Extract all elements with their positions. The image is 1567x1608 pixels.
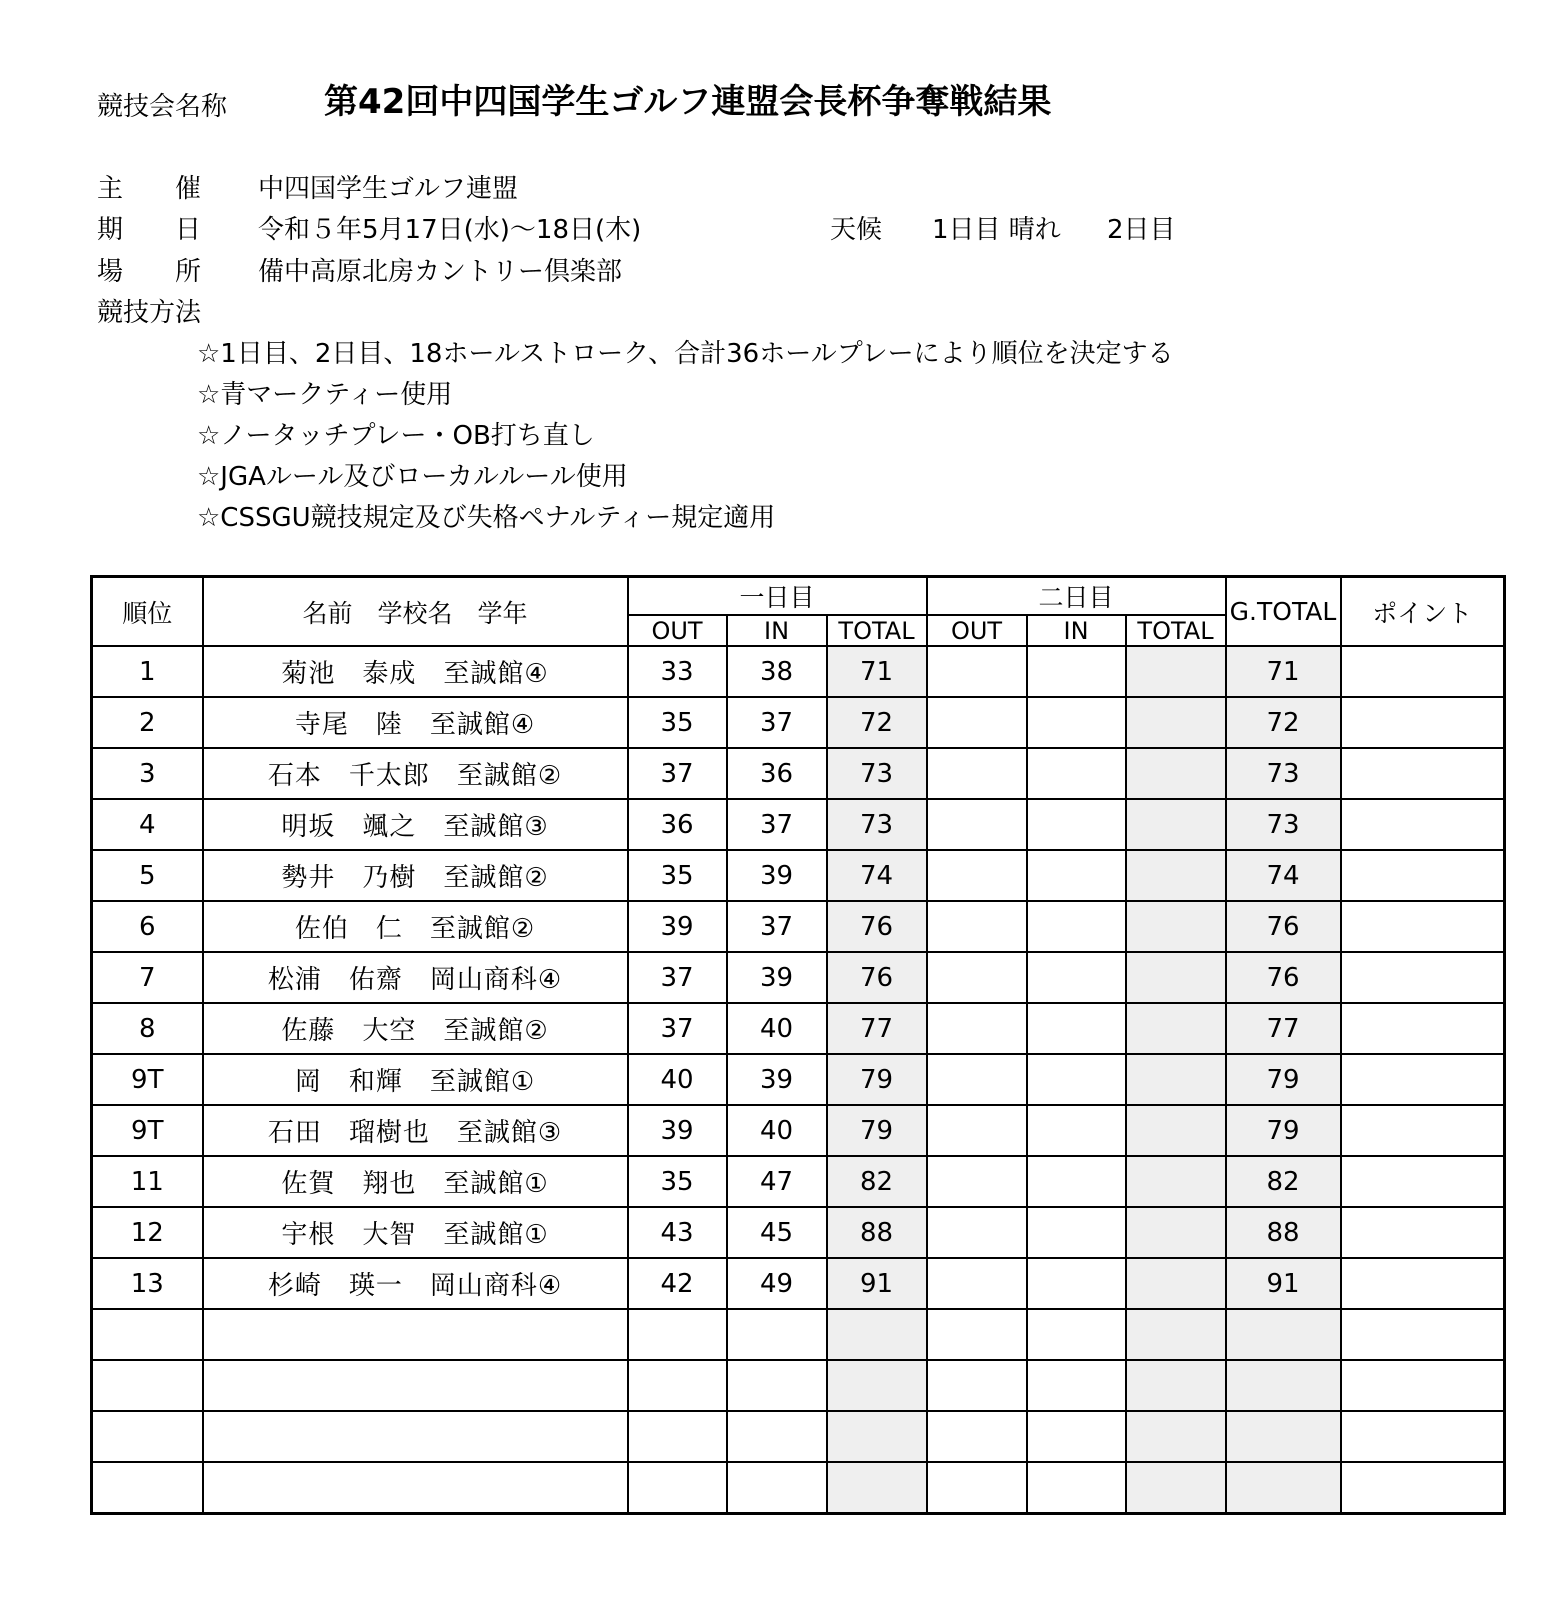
points-cell [1341,1054,1505,1105]
rank-header: 順位 [92,577,203,647]
day2-in-cell [1027,952,1126,1003]
day1-out-cell: 39 [628,1105,727,1156]
date-label: 期 日 [97,215,202,245]
day1-total-cell: 71 [827,646,927,697]
day2-out-cell [927,1411,1027,1462]
day2-total-cell [1126,646,1226,697]
day2-in-cell [1027,1258,1126,1309]
day2-out-cell [927,850,1027,901]
day1-out-cell: 36 [628,799,727,850]
day2-total-cell [1126,799,1226,850]
gtotal-header: G.TOTAL [1226,577,1341,647]
rank-cell: 8 [92,1003,203,1054]
points-cell [1341,748,1505,799]
weather-label: 天候 [830,215,883,245]
gtotal-cell: 76 [1226,901,1341,952]
day1-in-cell: 39 [727,850,827,901]
rank-cell: 6 [92,901,203,952]
gtotal-cell: 72 [1226,697,1341,748]
day2-total-cell [1126,1207,1226,1258]
day1-out-cell: 37 [628,1003,727,1054]
day1-in-cell: 36 [727,748,827,799]
table-row [92,1360,1505,1411]
points-cell [1341,1156,1505,1207]
day2-out-cell [927,1258,1027,1309]
day2-total-cell [1126,1258,1226,1309]
gtotal-cell: 79 [1226,1054,1341,1105]
weather-day2: 2日目 [1107,215,1176,245]
day2-total-cell [1126,697,1226,748]
weather-day1: 1日目 晴れ [932,215,1061,245]
day2-in-cell [1027,1360,1126,1411]
player-name-cell [203,1462,628,1514]
day1-in-cell: 38 [727,646,827,697]
method-item: ☆CSSGU競技規定及び失格ペナルティー規定適用 [197,503,776,533]
rank-cell: 9T [92,1105,203,1156]
day2-total-cell [1126,1054,1226,1105]
day1-out-cell [628,1411,727,1462]
day2-total-cell [1126,1156,1226,1207]
table-row [92,646,1505,697]
day1-in-cell [727,1309,827,1360]
day1-total-cell: 82 [827,1156,927,1207]
rank-cell: 7 [92,952,203,1003]
day1-out-cell: 35 [628,1156,727,1207]
method-item: ☆青マークティー使用 [197,380,453,410]
gtotal-cell: 73 [1226,748,1341,799]
player-name-cell: 菊池 泰成 至誠館④ [203,646,628,697]
day2-out-cell [927,799,1027,850]
day1-in-cell: 39 [727,1054,827,1105]
gtotal-cell: 73 [1226,799,1341,850]
day2-in-cell [1027,1411,1126,1462]
day1-total-cell [827,1411,927,1462]
table-row [92,1258,1505,1309]
points-cell [1341,1258,1505,1309]
day2-out-header: OUT [927,615,1027,646]
day1-total-cell: 72 [827,697,927,748]
table-row [92,1054,1505,1105]
day1-in-cell: 39 [727,952,827,1003]
method-item: ☆JGAルール及びローカルルール使用 [197,462,628,492]
table-row [92,850,1505,901]
points-cell [1341,697,1505,748]
day2-header: 二日目 [927,577,1226,616]
day1-in-cell: 45 [727,1207,827,1258]
day2-in-cell [1027,1054,1126,1105]
points-cell [1341,1360,1505,1411]
results-table [90,575,1506,1515]
day1-total-cell [827,1360,927,1411]
day2-out-cell [927,1003,1027,1054]
points-cell [1341,1411,1505,1462]
player-name-cell: 佐賀 翔也 至誠館① [203,1156,628,1207]
name-header: 名前 学校名 学年 [203,577,628,647]
day2-out-cell [927,1207,1027,1258]
points-cell [1341,1105,1505,1156]
day1-total-cell: 79 [827,1105,927,1156]
method-label: 競技方法 [97,298,202,328]
player-name-cell [203,1309,628,1360]
organizer-label: 主 催 [97,174,202,204]
player-name-cell: 松浦 佑齋 岡山商科④ [203,952,628,1003]
day1-total-cell: 76 [827,901,927,952]
day1-out-cell: 35 [628,850,727,901]
points-cell [1341,901,1505,952]
player-name-cell: 佐藤 大空 至誠館② [203,1003,628,1054]
method-item: ☆1日目、2日目、18ホールストローク、合計36ホールプレーにより順位を決定する [197,339,1174,369]
method-item: ☆ノータッチプレー・OB打ち直し [197,421,595,451]
day2-in-cell [1027,1105,1126,1156]
day1-out-cell: 33 [628,646,727,697]
day2-out-cell [927,901,1027,952]
day1-out-cell: 40 [628,1054,727,1105]
player-name-cell: 石田 瑠樹也 至誠館③ [203,1105,628,1156]
points-header: ポイント [1341,577,1505,647]
player-name-cell: 岡 和輝 至誠館① [203,1054,628,1105]
table-row [92,1411,1505,1462]
player-name-cell [203,1360,628,1411]
day1-total-cell: 88 [827,1207,927,1258]
rank-cell [92,1360,203,1411]
points-cell [1341,646,1505,697]
gtotal-cell [1226,1309,1341,1360]
day2-in-cell [1027,697,1126,748]
player-name-cell: 石本 千太郎 至誠館② [203,748,628,799]
gtotal-cell: 71 [1226,646,1341,697]
rank-cell: 1 [92,646,203,697]
points-cell [1341,1003,1505,1054]
date-value: 令和５年5月17日(水)～18日(木) [258,215,642,245]
venue-label: 場 所 [97,257,202,287]
day1-in-cell: 47 [727,1156,827,1207]
table-row [92,1462,1505,1514]
rank-cell: 5 [92,850,203,901]
day2-in-cell [1027,1462,1126,1514]
player-name-cell: 勢井 乃樹 至誠館② [203,850,628,901]
player-name-cell: 宇根 大智 至誠館① [203,1207,628,1258]
gtotal-cell [1226,1462,1341,1514]
day2-total-cell [1126,901,1226,952]
rank-cell [92,1411,203,1462]
day2-out-cell [927,1105,1027,1156]
day2-out-cell [927,1360,1027,1411]
points-cell [1341,1207,1505,1258]
day2-out-cell [927,952,1027,1003]
day1-total-cell: 76 [827,952,927,1003]
gtotal-cell: 88 [1226,1207,1341,1258]
player-name-cell [203,1411,628,1462]
day2-in-cell [1027,1003,1126,1054]
day2-out-cell [927,646,1027,697]
day2-total-cell [1126,1462,1226,1514]
day2-in-cell [1027,901,1126,952]
day1-in-cell [727,1360,827,1411]
day1-total-cell: 73 [827,799,927,850]
day1-out-cell: 37 [628,748,727,799]
rank-cell [92,1462,203,1514]
day1-out-cell: 39 [628,901,727,952]
day2-in-cell [1027,1207,1126,1258]
day1-header: 一日目 [628,577,927,616]
day2-total-cell [1126,1105,1226,1156]
gtotal-cell: 79 [1226,1105,1341,1156]
day2-total-cell [1126,1309,1226,1360]
day2-total-cell [1126,850,1226,901]
gtotal-cell: 91 [1226,1258,1341,1309]
day2-total-cell [1126,1003,1226,1054]
points-cell [1341,799,1505,850]
day2-out-cell [927,748,1027,799]
table-row [92,1309,1505,1360]
day1-out-cell: 35 [628,697,727,748]
day2-in-cell [1027,850,1126,901]
day2-out-cell [927,1156,1027,1207]
table-row [92,1003,1505,1054]
day1-total-cell: 91 [827,1258,927,1309]
day1-out-cell: 42 [628,1258,727,1309]
day1-total-cell: 79 [827,1054,927,1105]
day2-total-cell [1126,952,1226,1003]
table-row [92,1207,1505,1258]
day1-out-cell: 43 [628,1207,727,1258]
day2-total-cell [1126,1411,1226,1462]
day1-in-cell [727,1462,827,1514]
table-row [92,1156,1505,1207]
rank-cell: 3 [92,748,203,799]
day1-out-cell [628,1462,727,1514]
day1-total-header: TOTAL [827,615,927,646]
rank-cell: 12 [92,1207,203,1258]
day1-total-cell: 77 [827,1003,927,1054]
table-row [92,952,1505,1003]
day1-in-cell: 49 [727,1258,827,1309]
page-title: 第42回中四国学生ゴルフ連盟会長杯争奪戦結果 [324,82,1052,122]
table-row [92,1105,1505,1156]
day1-in-cell: 37 [727,799,827,850]
rank-cell [92,1309,203,1360]
day1-out-header: OUT [628,615,727,646]
player-name-cell: 杉崎 瑛一 岡山商科④ [203,1258,628,1309]
day2-in-cell [1027,748,1126,799]
day2-out-cell [927,1309,1027,1360]
day1-out-cell [628,1309,727,1360]
rank-cell: 4 [92,799,203,850]
player-name-cell: 明坂 颯之 至誠館③ [203,799,628,850]
day1-in-header: IN [727,615,827,646]
day2-in-cell [1027,799,1126,850]
table-row [92,901,1505,952]
day2-in-header: IN [1027,615,1126,646]
gtotal-cell: 76 [1226,952,1341,1003]
organizer-value: 中四国学生ゴルフ連盟 [258,174,519,204]
day2-out-cell [927,1462,1027,1514]
day2-total-header: TOTAL [1126,615,1226,646]
day2-out-cell [927,697,1027,748]
gtotal-cell [1226,1360,1341,1411]
rank-cell: 2 [92,697,203,748]
points-cell [1341,1462,1505,1514]
table-row [92,748,1505,799]
rank-cell: 13 [92,1258,203,1309]
table-row [92,799,1505,850]
day2-total-cell [1126,1360,1226,1411]
day1-total-cell: 74 [827,850,927,901]
day1-total-cell [827,1462,927,1514]
event-name-label: 競技会名称 [97,92,228,122]
rank-cell: 9T [92,1054,203,1105]
day1-in-cell [727,1411,827,1462]
venue-value: 備中高原北房カントリー倶楽部 [258,257,623,287]
gtotal-cell [1226,1411,1341,1462]
day2-total-cell [1126,748,1226,799]
day1-in-cell: 40 [727,1105,827,1156]
day1-in-cell: 37 [727,697,827,748]
points-cell [1341,850,1505,901]
gtotal-cell: 82 [1226,1156,1341,1207]
table-row [92,697,1505,748]
results-body [92,646,1505,1514]
points-cell [1341,952,1505,1003]
day1-total-cell: 73 [827,748,927,799]
day2-out-cell [927,1054,1027,1105]
gtotal-cell: 74 [1226,850,1341,901]
day1-total-cell [827,1309,927,1360]
day2-in-cell [1027,646,1126,697]
points-cell [1341,1309,1505,1360]
rank-cell: 11 [92,1156,203,1207]
day2-in-cell [1027,1309,1126,1360]
player-name-cell: 寺尾 陸 至誠館④ [203,697,628,748]
gtotal-cell: 77 [1226,1003,1341,1054]
day1-in-cell: 40 [727,1003,827,1054]
day1-out-cell: 37 [628,952,727,1003]
day1-out-cell [628,1360,727,1411]
player-name-cell: 佐伯 仁 至誠館② [203,901,628,952]
day2-in-cell [1027,1156,1126,1207]
day1-in-cell: 37 [727,901,827,952]
